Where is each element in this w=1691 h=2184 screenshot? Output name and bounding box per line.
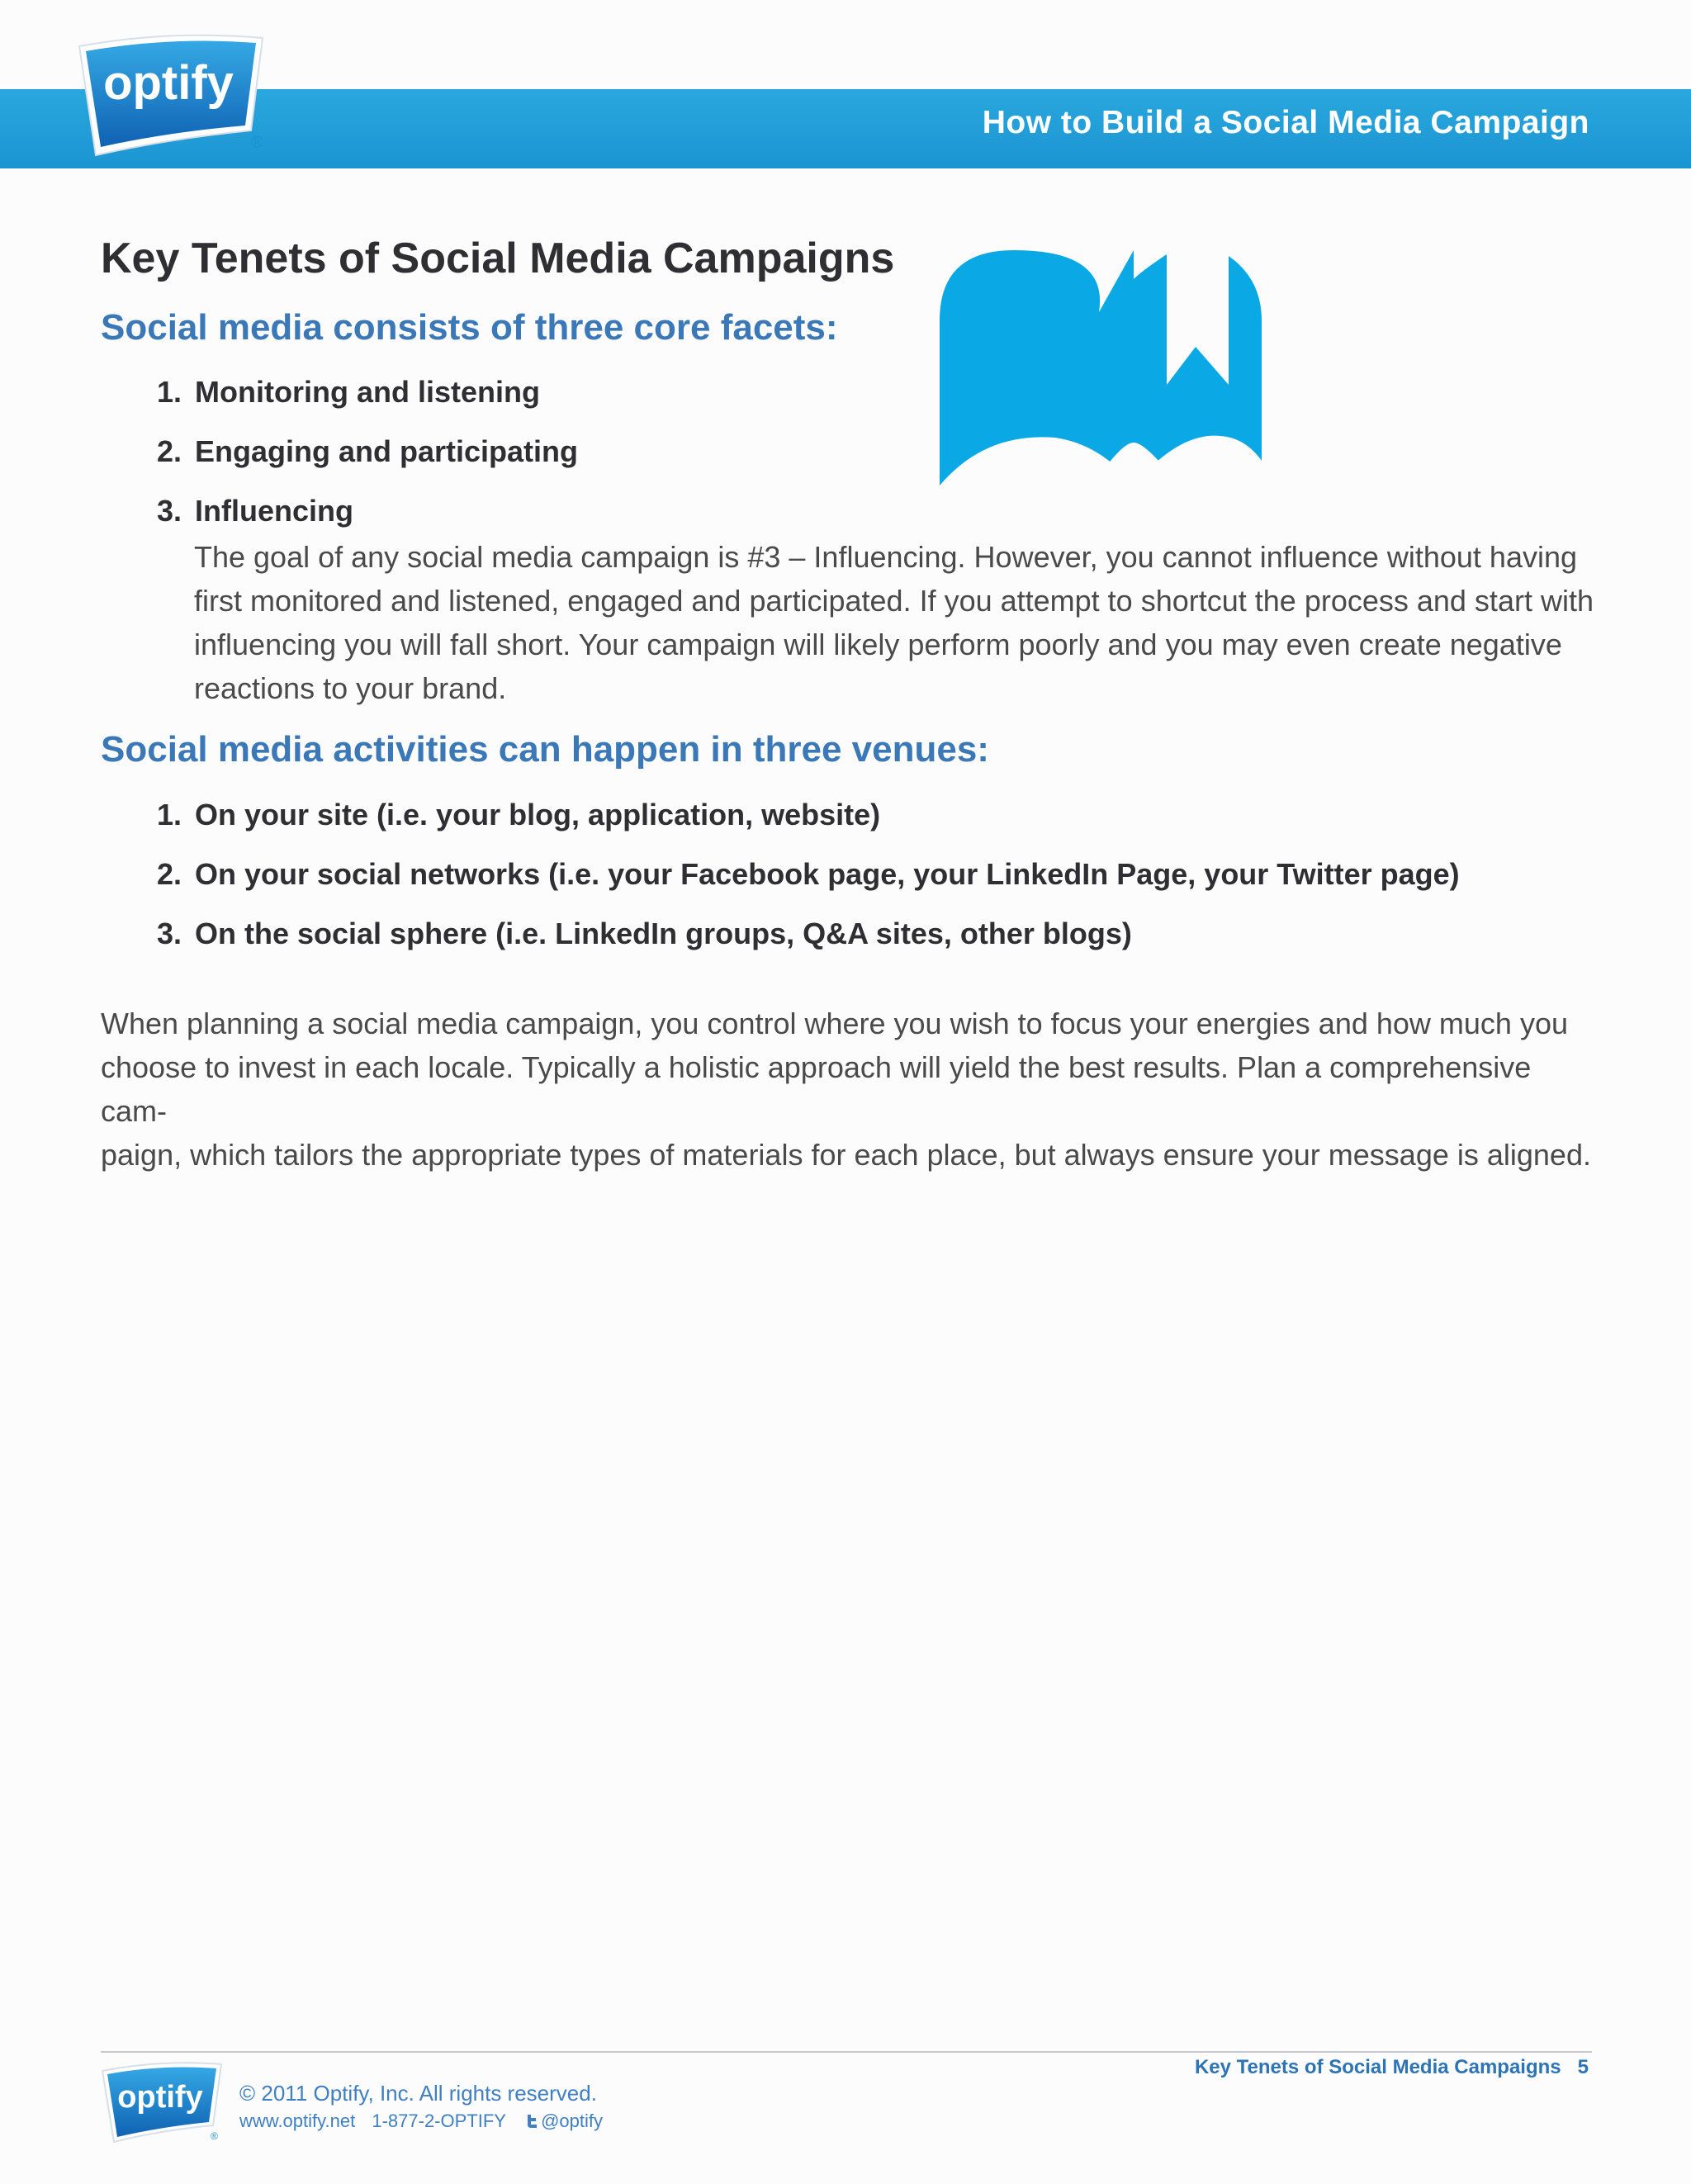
list-text: Monitoring and listening [195,375,540,409]
list-number: 2. [157,857,182,891]
footer-section-title [1195,2056,1589,2079]
footer-contact [239,2111,614,2132]
paragraph-line: When planning a social media campaign, you control where you wish to focus your energies and how much you [101,1007,1568,1040]
footer-twitter-link[interactable]: @optify [541,2111,603,2131]
optify-footer-logo [101,2061,223,2144]
section-heading-venues: Social media activities can happen in three venues: [101,729,989,770]
page-number: 5 [1577,2056,1589,2078]
list-item [157,917,1132,951]
footer-logo-text: optify [117,2080,203,2115]
list-text: On the social sphere (i.e. LinkedIn groups, Q&A sites, other blogs) [195,917,1132,950]
closing-paragraph [101,1002,1595,1177]
list-text: On your site (i.e. your blog, application, website) [195,798,881,831]
list-number: 2. [157,434,182,468]
footer-divider [101,2051,1592,2053]
paragraph-line: influencing you will fall short. Your campaign will likely perform poorly and you may even create negative [194,628,1562,661]
logo-text: optify [103,56,234,110]
footer-section-label: Key Tenets of Social Media Campaigns [1194,2056,1561,2078]
list-number: 1. [157,375,182,409]
paragraph-line: reactions to your brand. [194,671,507,705]
book-bookmark-icon [931,246,1266,486]
footer-copyright: © 2011 Optify, Inc. All rights reserved. [239,2081,597,2106]
list-number: 3. [157,494,182,528]
footer-website-link[interactable]: www.optify.net [239,2111,356,2131]
list-item [157,494,353,528]
list-text: Influencing [195,494,353,528]
list-item [157,434,578,469]
list-item [157,375,540,410]
paragraph-line: The goal of any social media campaign is #3 – Influencing. However, you cannot influence without having [194,540,1578,574]
list-item [157,857,1460,892]
footer-phone: 1-877-2-OPTIFY [372,2111,506,2131]
footer-registered-mark: ® [211,2130,218,2142]
section-heading-facets: Social media consists of three core facets: [101,307,838,348]
registered-mark: ® [251,134,263,152]
page-title: Key Tenets of Social Media Campaigns [101,235,895,282]
paragraph-line: first monitored and listened, engaged and participated. If you attempt to shortcut the process and start with [194,584,1594,618]
twitter-icon [523,2113,539,2130]
list-number: 1. [157,798,182,831]
influencing-paragraph [194,535,1598,710]
list-number: 3. [157,917,182,950]
paragraph-line: choose to invest in each locale. Typically a holistic approach will yield the best results. Plan a comprehensive cam- [101,1050,1532,1128]
header-title: How to Build a Social Media Campaign [982,105,1589,140]
list-text: On your social networks (i.e. your Facebook page, your LinkedIn Page, your Twitter page) [195,857,1460,891]
paragraph-line: paign, which tailors the appropriate types of materials for each place, but always ensure your message is aligned. [101,1138,1591,1172]
list-text: Engaging and participating [195,434,579,468]
optify-logo [76,33,266,159]
list-item [157,798,880,832]
